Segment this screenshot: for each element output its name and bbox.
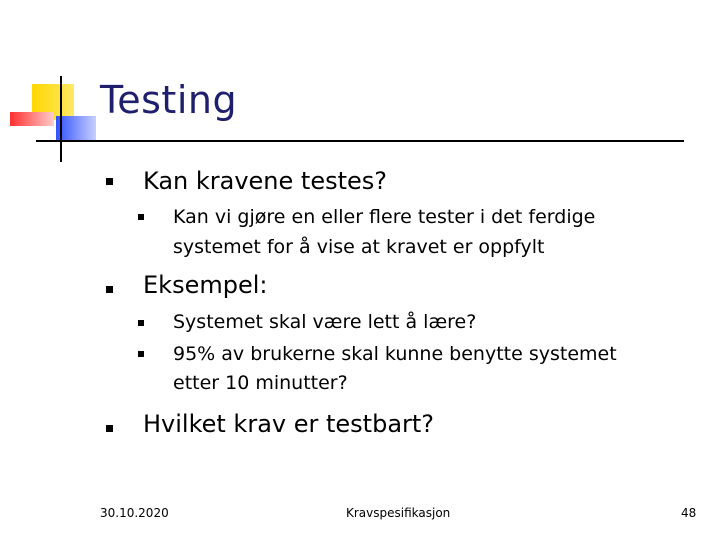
footer-date: 30.10.2020	[100, 506, 169, 520]
slide-title: Testing	[100, 78, 238, 122]
sub-bullet-text: 95% av brukerne skal kunne benytte systemet	[173, 343, 617, 365]
sub-bullet-text-continuation: systemet for å vise at kravet er oppfylt	[173, 236, 545, 258]
title-divider	[36, 140, 684, 142]
bullet-text: Eksempel:	[143, 271, 268, 299]
sub-bullet-text: Systemet skal være lett å lære?	[173, 311, 477, 333]
bullet-text: Hvilket krav er testbart?	[143, 410, 435, 438]
bullet-text: Kan kravene testes?	[143, 167, 388, 195]
bullet-marker	[106, 178, 113, 185]
bullet-marker	[106, 286, 113, 293]
sub-bullet-text: Kan vi gjøre en eller flere tester i det ferdige	[173, 206, 596, 228]
deco-red-bar	[10, 112, 54, 126]
sub-bullet-text-continuation: etter 10 minutter?	[173, 372, 348, 394]
sub-bullet-marker	[138, 351, 144, 357]
sub-bullet-marker	[138, 320, 144, 326]
sub-bullet-marker	[138, 214, 144, 220]
deco-vertical-line	[60, 76, 62, 162]
bullet-marker	[106, 425, 113, 432]
footer-title: Kravspesifikasjon	[346, 506, 451, 520]
page-number: 48	[681, 506, 697, 520]
